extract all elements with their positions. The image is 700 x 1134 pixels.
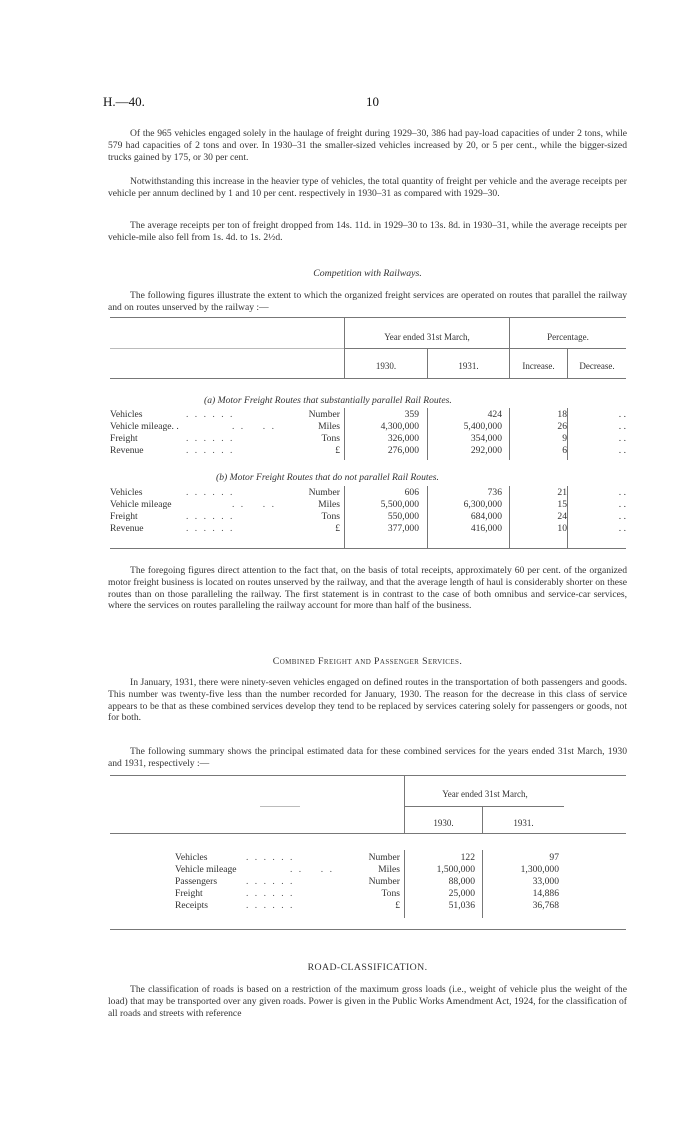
table1-top-rule xyxy=(110,317,626,318)
table1-col-decrease: Decrease. xyxy=(579,361,615,371)
row-unit: Number xyxy=(308,487,340,498)
row-unit: Tons xyxy=(321,433,340,444)
value-1931: 36,768 xyxy=(532,900,559,911)
value-decrease: . . xyxy=(618,445,626,456)
value-1931: 1,300,000 xyxy=(520,864,559,875)
paragraph-january-1931: In January, 1931, there were ninety-seven vehicles engaged on defined routes in the transportation of both passengers and goods. This number was twenty-five less than the number recorded for January, 1930. The reason for the decrease in this class of service appears to be that as these combined services develop they tend to be replaced by services catering solely for passengers or goods, not for both. xyxy=(108,677,627,724)
value-decrease: . . xyxy=(618,433,626,444)
row-unit: £ xyxy=(335,445,340,456)
row-label: Receipts xyxy=(175,900,209,911)
heading-competition: Competition with Railways. xyxy=(313,268,422,279)
table2-sub-rule xyxy=(404,806,564,807)
paragraph-vehicle-capacities: Of the 965 vehicles engaged solely in the haulage of freight during 1929–30, 386 had pay-load capacities of under 2 tons, while 579 had capacities of 2 tons and over. In 1930–31 the smaller-sized vehicles increased by 20, or 5 per cent., while the bigger-sized trucks gained by 175, or 30 per cent. xyxy=(108,128,627,163)
row-unit: Tons xyxy=(321,511,340,522)
heading-combined-services: Combined Freight and Passenger Services. xyxy=(272,656,463,667)
value-1930: 4,300,000 xyxy=(380,421,419,432)
leader-dots: . . . . . . xyxy=(246,852,295,863)
value-1931: 97 xyxy=(549,852,559,863)
row-label: Vehicle mileage xyxy=(175,864,237,875)
table1-col-increase: Increase. xyxy=(522,361,555,371)
value-1930: 88,000 xyxy=(448,876,475,887)
value-increase: 15 xyxy=(557,499,567,510)
table2-header-bottom-rule xyxy=(110,833,626,834)
row-label: Vehicle mileage. . xyxy=(110,421,179,432)
row-label: Freight xyxy=(110,433,138,444)
row-label: Vehicles xyxy=(175,852,208,863)
row-unit: Number xyxy=(368,876,400,887)
table1-header-bottom-rule xyxy=(110,378,626,379)
leader-dots: . . . . . . xyxy=(246,876,295,887)
table1-stub-rule xyxy=(110,348,344,349)
value-decrease: . . xyxy=(618,511,626,522)
value-1931: 5,400,000 xyxy=(463,421,502,432)
row-unit: Number xyxy=(308,409,340,420)
value-decrease: . . xyxy=(618,487,626,498)
value-1931: 6,300,000 xyxy=(463,499,502,510)
value-1931: 424 xyxy=(487,409,502,420)
table2-col-1930: 1930. xyxy=(433,818,454,828)
table1-year-group-header: Year ended 31st March, xyxy=(384,332,470,342)
page-number: 10 xyxy=(366,94,379,109)
leader-dots: . . . . xyxy=(290,864,334,875)
table1-col-1930: 1930. xyxy=(375,361,397,371)
row-label: Freight xyxy=(110,511,138,522)
row-unit: £ xyxy=(395,900,400,911)
row-label: Vehicles xyxy=(110,487,143,498)
value-1931: 354,000 xyxy=(470,433,502,444)
value-1930: 550,000 xyxy=(387,511,419,522)
value-1930: 122 xyxy=(460,852,475,863)
value-1930: 25,000 xyxy=(448,888,475,899)
row-unit: Number xyxy=(368,852,400,863)
row-unit: Tons xyxy=(381,888,400,899)
table1-bottom-rule xyxy=(110,548,626,549)
value-increase: 26 xyxy=(557,421,567,432)
value-1931: 416,000 xyxy=(470,523,502,534)
leader-dots: . . . . . . xyxy=(186,445,235,456)
value-increase: 9 xyxy=(562,433,567,444)
row-label: Revenue xyxy=(110,445,144,456)
value-1930: 51,036 xyxy=(448,900,475,911)
paragraph-average-receipts: The average receipts per ton of freight dropped from 14s. 11d. in 1929–30 to 13s. 8d. in 1930–31, while the average receipts per vehicle-mile also fell from 1s. 4d. to 1s. 2½d. xyxy=(108,220,627,243)
value-increase: 10 xyxy=(557,523,567,534)
leader-dots: . . . . . . xyxy=(246,900,295,911)
leader-dots: . . . . . . xyxy=(186,409,235,420)
leader-dots: . . . . . . xyxy=(246,888,295,899)
leader-dots: . . . . . . xyxy=(186,487,235,498)
leader-dots: . . . . xyxy=(232,421,276,432)
value-decrease: . . xyxy=(618,499,626,510)
row-unit: Miles xyxy=(318,499,340,510)
paragraph-summary-intro: The following summary shows the principal estimated data for these combined services for the years ended 31st March, 1930 and 1931, respectively :— xyxy=(108,746,627,769)
row-unit: £ xyxy=(335,523,340,534)
value-1930: 276,000 xyxy=(387,445,419,456)
value-1931: 33,000 xyxy=(532,876,559,887)
value-1931: 292,000 xyxy=(470,445,502,456)
paragraph-figures-intro: The following figures illustrate the extent to which the organized freight services are operated on routes that parallel the railway and on routes unserved by the railway :— xyxy=(108,290,627,313)
row-label: Vehicle mileage xyxy=(110,499,172,510)
paragraph-heavier-vehicles: Notwithstanding this increase in the heavier type of vehicles, the total quantity of freight per vehicle and the average receipts per vehicle per annum declined by 1 and 10 per cent. respectively in 1930–31 as compared with 1929–30. xyxy=(108,176,627,199)
row-label: Passengers xyxy=(175,876,218,887)
table1-sub-rule xyxy=(345,348,626,349)
leader-dots: . . . . . . xyxy=(186,523,235,534)
paragraph-foregoing-figures: The foregoing figures direct attention to the fact that, on the basis of total receipts, approximately 60 per cent. of the organized motor freight business is located on routes unserved by the railway, and that the average length of haul is considerably shorter on these routes than on those paralleling the railway. The first statement is in contrast to the case of both omnibus and service-car services, where the services on routes paralleling the railway account for more than half of the business. xyxy=(108,565,627,612)
row-unit: Miles xyxy=(378,864,400,875)
row-label: Revenue xyxy=(110,523,144,534)
row-label: Freight xyxy=(175,888,203,899)
value-increase: 18 xyxy=(557,409,567,420)
value-1930: 359 xyxy=(404,409,419,420)
value-decrease: . . xyxy=(618,523,626,534)
value-1930: 606 xyxy=(404,487,419,498)
table1-percentage-header: Percentage. xyxy=(547,332,589,342)
leader-dots: . . . . . . xyxy=(186,433,235,444)
row-label: Vehicles xyxy=(110,409,143,420)
heading-road-classification: ROAD-CLASSIFICATION. xyxy=(307,962,428,973)
table2-top-rule xyxy=(110,775,626,776)
value-1931: 684,000 xyxy=(470,511,502,522)
leader-dots: . . . . xyxy=(232,499,276,510)
value-1931: 14,886 xyxy=(532,888,559,899)
value-1930: 1,500,000 xyxy=(436,864,475,875)
value-decrease: . . xyxy=(618,421,626,432)
table1-col-1931: 1931. xyxy=(458,361,479,371)
value-1930: 5,500,000 xyxy=(380,499,419,510)
value-increase: 24 xyxy=(557,511,567,522)
table2-bottom-rule xyxy=(110,929,626,930)
table1-section-b-title: (b) Motor Freight Routes that do not parallel Rail Routes. xyxy=(216,472,439,483)
value-1931: 736 xyxy=(487,487,502,498)
row-unit: Miles xyxy=(318,421,340,432)
table2-col-1931: 1931. xyxy=(513,818,534,828)
table2-stub-rule xyxy=(260,806,300,807)
table1-section-a-title: (a) Motor Freight Routes that substantially parallel Rail Routes. xyxy=(204,395,452,406)
value-1930: 326,000 xyxy=(387,433,419,444)
table2-year-group-header: Year ended 31st March, xyxy=(442,789,528,799)
value-increase: 21 xyxy=(557,487,567,498)
value-decrease: . . xyxy=(618,409,626,420)
value-1930: 377,000 xyxy=(387,523,419,534)
value-increase: 6 xyxy=(562,445,567,456)
paragraph-road-classification: The classification of roads is based on a restriction of the maximum gross loads (i.e., weight of vehicle plus the weight of the load) that may be transported over any given roads. Power is given in the Public Works Amendment Act, 1924, for the classification of all roads and streets with reference xyxy=(108,984,627,1019)
leader-dots: . . . . . . xyxy=(186,511,235,522)
document-code: H.—40. xyxy=(103,94,145,109)
